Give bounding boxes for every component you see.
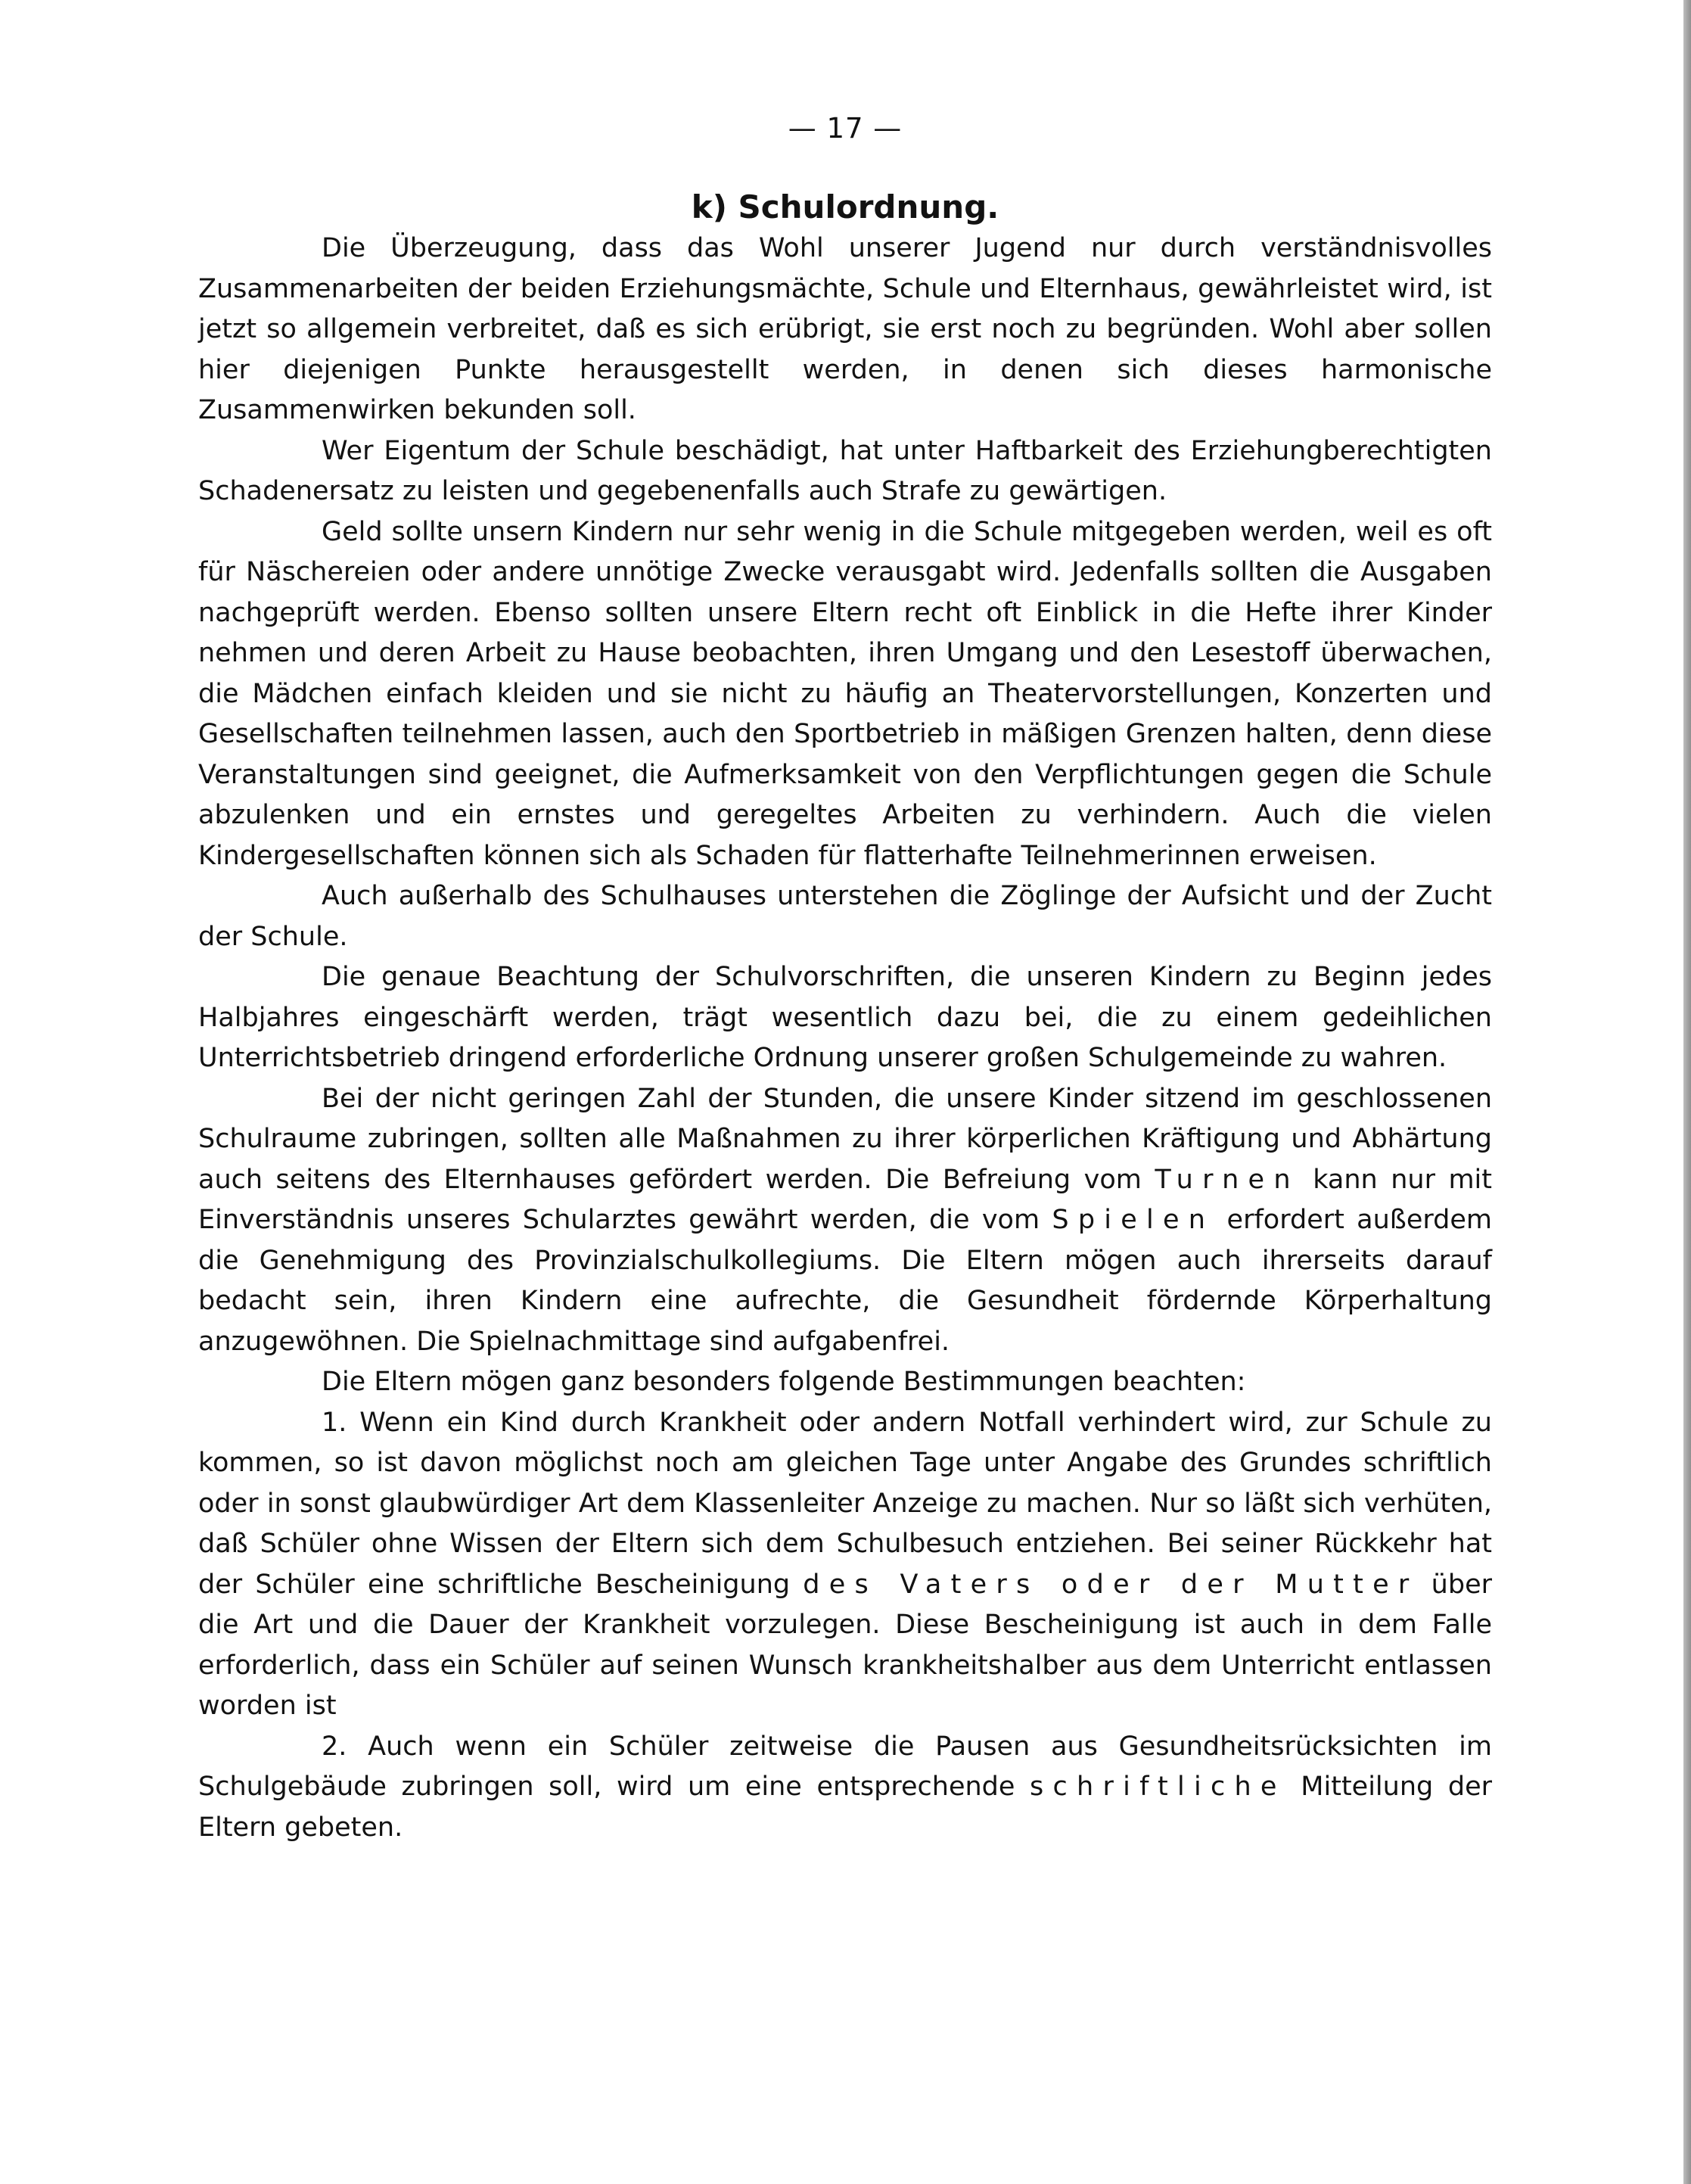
text-segment: über die Art und die Dauer der Krankheit vorzulegen. Diese Bescheinigung ist auch in dem Falle erforderlich, dass ein Schüler auf seinen Wunsch krankheitshalber aus dem Unterricht entlassen worden ist xyxy=(198,1569,1493,1721)
page-edge-shadow xyxy=(1683,0,1691,2184)
text-segment: 1. Wenn ein Kind durch Krankheit oder andern Notfall verhindert wird, zur Schule zu kommen, so ist davon möglichst noch am gleichen Tage unter Angabe des Grundes schriftlich oder in sonst glaubwürdiger Art dem Klassenleiter Anzeige zu machen. Nur so läßt sich verhüten, daß Schüler ohne Wissen der Eltern sich dem Schulbesuch entziehen. Bei seiner Rückkehr hat der Schüler eine schriftliche Bescheinigung xyxy=(198,1407,1492,1600)
text-segment: Bei der nicht geringen Zahl der Stunden, die unsere Kinder sitzend im geschlossenen Schulraume zubringen, sollten alle Maßnahmen zu ihrer körperlichen Kräftigung und Abhärtung auch seitens des Elternhauses gefördert werden. Die Befreiung vom xyxy=(198,1083,1492,1195)
paragraph-money-supervision: Geld sollte unsern Kindern nur sehr wenig in die Schule mitgegeben werden, weil es oft für Näschereien oder andere unnötige Zwecke verausgabt wird. Jedenfalls sollten die Ausgaben nachgeprüft werden. Ebenso sollten unsere Eltern recht oft Einblick in die Hefte ihrer Kinder nehmen und deren Arbeit zu Hause beobachten, ihren Umgang und den Lesestoff überwachen, die Mädchen einfach kleiden und sie nicht zu häufig an Theatervorstellungen, Konzerten und Gesellschaften teilnehmen lassen, auch den Sportbetrieb in mäßigen Grenzen halten, denn diese Veranstaltungen sind geeignet, die Aufmerksamkeit von den Verpflichtungen gegen die Schule abzulenken und ein ernstes und geregeltes Arbeiten zu verhindern. Auch die vielen Kindergesellschaften können sich als Schaden für flatterhafte Teilnehmerinnen erweisen. xyxy=(198,516,1492,871)
text-segment: erfordert außerdem die Genehmigung des Provinzialschulkollegiums. Die Eltern mögen auch ihrerseits darauf bedacht sein, ihren Kindern eine aufrechte, die Gesundheit fördernde Körperhaltung anzugewöhnen. Die Spielnachmittage sind aufgabenfrei. xyxy=(198,1205,1492,1357)
spaced-phrase-parents: des Vaters oder der Mutter xyxy=(803,1569,1419,1600)
paragraph-property-damage: Wer Eigentum der Schule beschädigt, hat unter Haftbarkeit des Erziehungberechtigten Schadenersatz zu leisten und gegebenenfalls auch Strafe zu gewärtigen. xyxy=(198,435,1492,506)
paragraph-regulations-intro: Die Eltern mögen ganz besonders folgende Bestimmungen beachten: xyxy=(322,1367,1246,1397)
paragraph-rule-2-breaks xyxy=(198,1727,1492,1849)
text-segment: 2. Auch wenn ein Schüler zeitweise die Pausen aus Gesundheitsrücksichten im Schulgebäude zubringen soll, wird um eine entsprechende xyxy=(198,1731,1492,1802)
document-page xyxy=(198,106,1492,1848)
text-segment: kann nur mit Einverständnis unseres Schularztes gewährt werden, die vom xyxy=(198,1164,1492,1235)
text-segment: Mitteilung der Eltern gebeten. xyxy=(198,1772,1492,1843)
section-title: k) Schulordnung. xyxy=(691,188,999,226)
paragraph-school-rules: Die genaue Beachtung der Schulvorschriften, die unseren Kindern zu Beginn jedes Halbjahres eingeschärft werden, trägt wesentlich dazu bei, die zu einem gedeihlichen Unterrichtsbetrieb dringend erforderliche Ordnung unserer großen Schulgemeinde zu wahren. xyxy=(198,962,1492,1073)
spaced-word-turnen: Turnen xyxy=(1155,1164,1300,1195)
spaced-word-schriftliche: schriftliche xyxy=(1030,1772,1286,1802)
paragraph-physical-fitness xyxy=(198,1079,1492,1363)
paragraph-outside-school: Auch außerhalb des Schulhauses unterstehen die Zöglinge der Aufsicht und der Zucht der Schule. xyxy=(198,881,1492,952)
paragraph-rule-1-absence xyxy=(198,1403,1492,1727)
page-number: — 17 — xyxy=(788,112,903,145)
paragraph-cooperation: Die Überzeugung, dass das Wohl unserer Jugend nur durch verständnisvolles Zusammenarbeiten der beiden Erziehungsmächte, Schule und Elternhaus, gewährleistet wird, ist jetzt so allgemein verbreitet, daß es sich erübrigt, sie erst noch zu begründen. Wohl aber sollen hier diejenigen Punkte herausgestellt werden, in denen sich dieses harmonische Zusammenwirken bekunden soll. xyxy=(198,233,1492,425)
spaced-word-spielen: Spielen xyxy=(1052,1205,1215,1235)
body-text xyxy=(198,229,1492,1848)
